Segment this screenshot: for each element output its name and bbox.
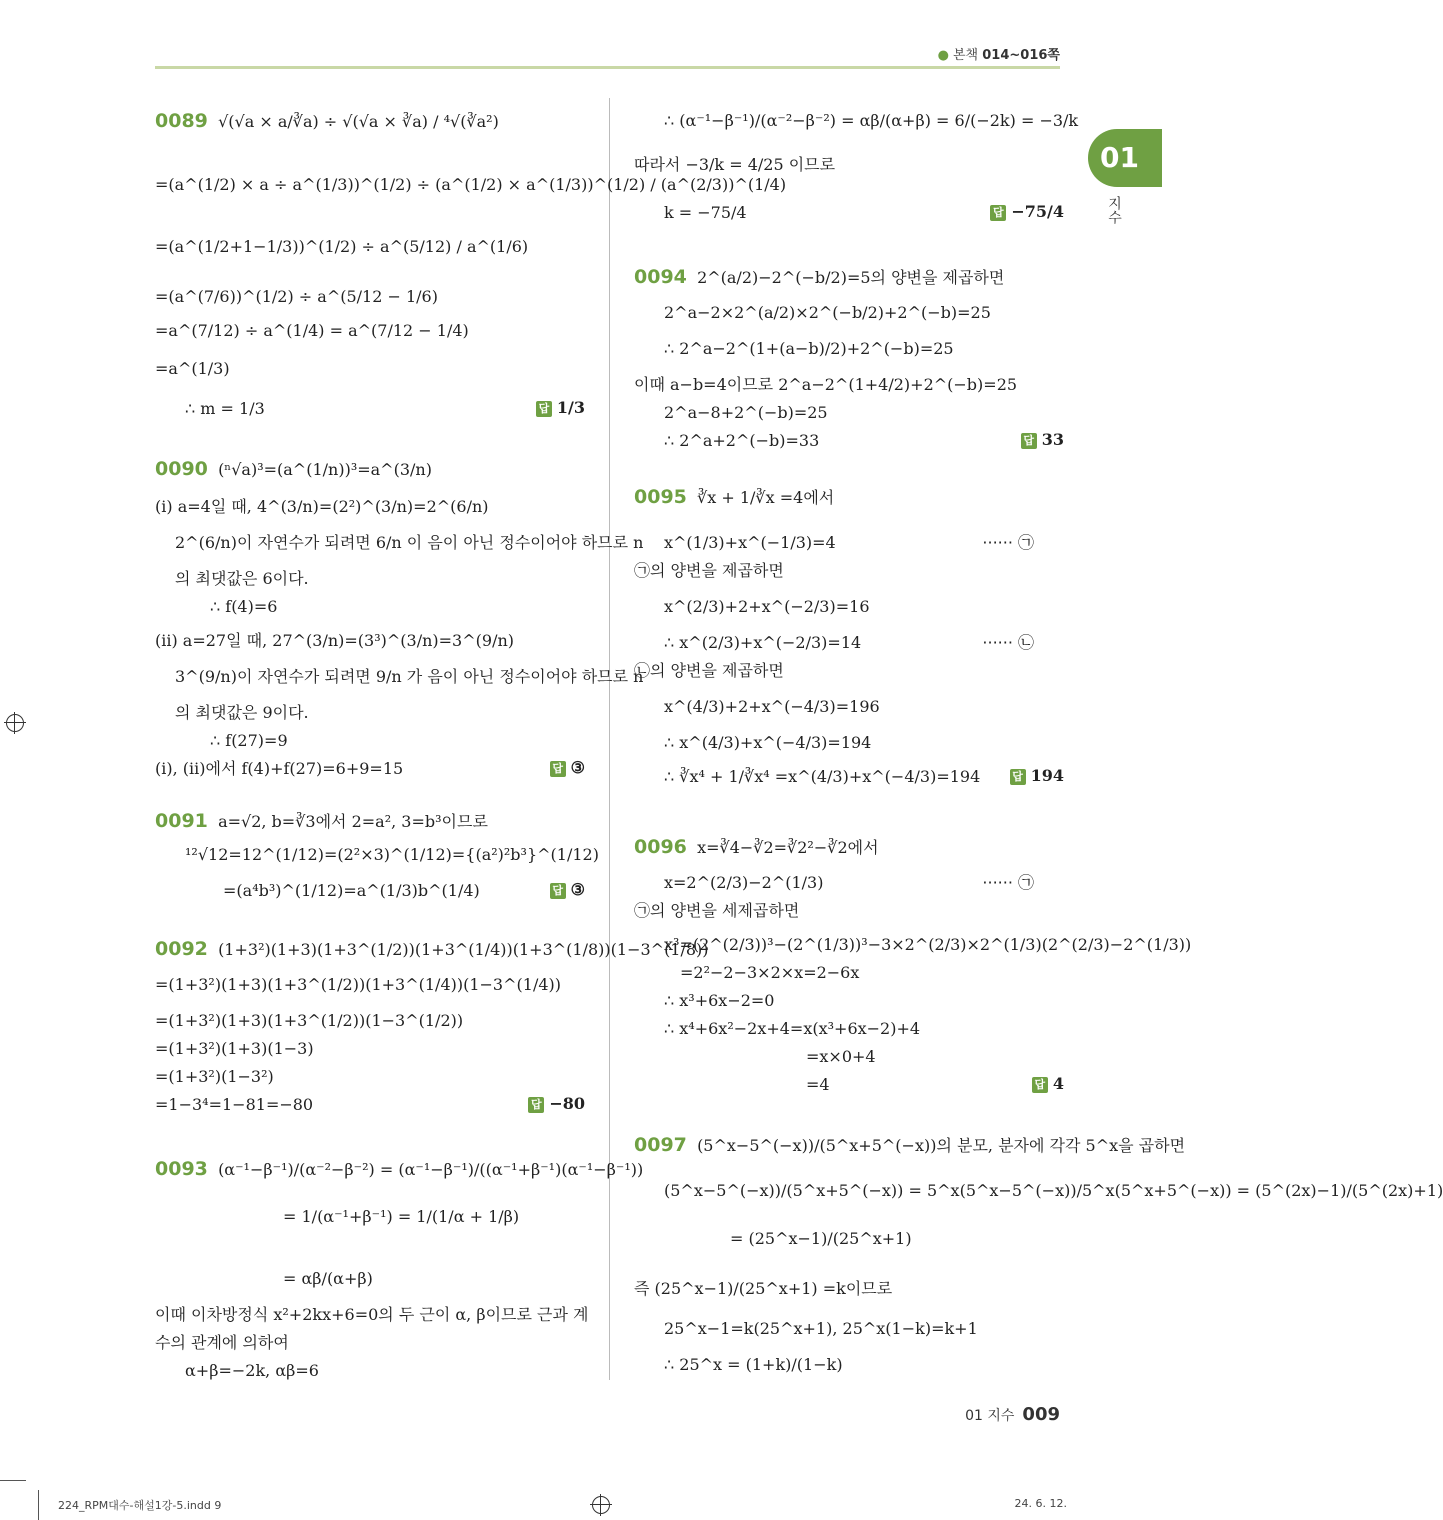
textbook-page-reference: ● 본책 014~016쪽	[937, 48, 1060, 63]
problem-0092-statement: 0092 (1+3²)(1+3)(1+3^(1/2))(1+3^(1/4))(1+3^(1/8))(1−3^(1/8))	[155, 938, 709, 960]
solution-line: ∴ 2^a−2^(1+(a−b)/2)+2^(−b)=25	[664, 339, 954, 358]
solution-line: 따라서 −3/k = 4/25 이므로	[634, 155, 836, 174]
answer-tag: 답	[536, 401, 552, 417]
solution-line: 즉 (25^x−1)/(25^x+1) =k이므로	[634, 1279, 893, 1298]
problem-number: 0091	[155, 810, 208, 832]
solution-line: x^(1/3)+x^(−1/3)=4	[664, 533, 836, 552]
solution-line: 2^(6/n)이 자연수가 되려면 6/n 이 음이 아닌 정수이어야 하므로 n	[175, 533, 644, 552]
solution-conclusion: ∴ m = 1/3	[185, 399, 265, 418]
solution-line: ¹²√12=12^(1/12)=(2²×3)^(1/12)={(a²)²b³}^(1/12)	[185, 845, 599, 864]
solution-conclusion: ∴ 25^x = (1+k)/(1−k)	[664, 1355, 843, 1374]
solution-line: =x×0+4	[806, 1047, 876, 1066]
problem-0089-statement: 0089 √(√a × a/∛a) ÷ √(√a × ∛a) / ⁴√(∛a²)	[155, 110, 499, 132]
solution-line: =(a^(1/2+1−1/3))^(1/2) ÷ a^(5/12) / a^(1/6)	[155, 237, 529, 256]
solution-line: =(1+3²)(1+3)(1+3^(1/2))(1+3^(1/4))(1−3^(1/4))	[155, 975, 561, 994]
answer-0089: 답 1/3	[536, 398, 585, 417]
answer-tag: 답	[1032, 1077, 1048, 1093]
solution-line: = 1/(α⁻¹+β⁻¹) = 1/(1/α + 1/β)	[283, 1207, 520, 1226]
bullet-icon: ●	[937, 48, 949, 63]
solution-line: ㉠의 양변을 세제곱하면	[634, 901, 800, 920]
chapter-tab-label: 지수	[1106, 196, 1122, 224]
solution-conclusion: =1−3⁴=1−81=−80	[155, 1095, 314, 1114]
answer-0092: 답 −80	[528, 1094, 585, 1113]
solution-line: ∴ x³+6x−2=0	[664, 991, 775, 1010]
problem-number: 0096	[634, 836, 687, 858]
solution-conclusion: ∴ ∛x⁴ + 1/∛x⁴ =x^(4/3)+x^(−4/3)=194	[664, 767, 981, 786]
answer-tag: 답	[550, 883, 566, 899]
solution-line: x³=(2^(2/3))³−(2^(1/3))³−3×2^(2/3)×2^(1/3)(2^(2/3)−2^(1/3))	[664, 935, 1192, 954]
equation-marker: ······ ㉠	[982, 533, 1034, 552]
problem-0095-statement: 0095 ∛x + 1/∛x =4에서	[634, 486, 835, 508]
solution-line: =(a^(1/2) × a ÷ a^(1/3))^(1/2) ÷ (a^(1/2) × a^(1/3))^(1/2) / (a^(2/3))^(1/4)	[155, 175, 787, 194]
solution-line: =(1+3²)(1+3)(1−3)	[155, 1039, 314, 1058]
problem-0090-statement: 0090 (ⁿ√a)³=(a^(1/n))³=a^(3/n)	[155, 458, 432, 480]
problem-number: 0095	[634, 486, 687, 508]
equation-marker: ······ ㉠	[982, 873, 1034, 892]
solution-line: =(1+3²)(1−3²)	[155, 1067, 274, 1086]
solution-line: (ii) a=27일 때, 27^(3/n)=(3³)^(3/n)=3^(9/n)	[155, 631, 515, 650]
solution-line: x^(2/3)+2+x^(−2/3)=16	[664, 597, 870, 616]
page-number: 009	[1022, 1404, 1060, 1425]
solution-line: 25^x−1=k(25^x+1), 25^x(1−k)=k+1	[664, 1319, 978, 1338]
column-divider	[609, 98, 610, 1380]
solution-line: (5^x−5^(−x))/(5^x+5^(−x)) = 5^x(5^x−5^(−x))/5^x(5^x+5^(−x)) = (5^(2x)−1)/(5^(2x)+1)	[664, 1181, 1443, 1200]
print-file-name: 224_RPM대수-해설1강-5.indd 9	[58, 1499, 222, 1512]
solution-line: ∴ f(4)=6	[210, 597, 278, 616]
problem-number: 0090	[155, 458, 208, 480]
chapter-tab: 01	[1088, 129, 1162, 187]
solution-line: ∴ (α⁻¹−β⁻¹)/(α⁻²−β⁻²) = αβ/(α+β) = 6/(−2k) = −3/k	[664, 111, 1079, 130]
solution-conclusion: =4	[806, 1075, 830, 1094]
problem-number: 0097	[634, 1134, 687, 1156]
problem-0097-statement: 0097 (5^x−5^(−x))/(5^x+5^(−x))의 분모, 분자에 각각 5^x을 곱하면	[634, 1134, 1186, 1156]
solution-line: 3^(9/n)이 자연수가 되려면 9/n 가 음이 아닌 정수이어야 하므로 n	[175, 667, 644, 686]
solution-line: α+β=−2k, αβ=6	[185, 1361, 319, 1380]
answer-0090: 답 ③	[550, 758, 585, 777]
equation-marker: ······ ㉡	[982, 633, 1034, 652]
solution-line: 이때 이차방정식 x²+2kx+6=0의 두 근이 α, β이므로 근과 계	[155, 1305, 589, 1324]
registration-mark-icon	[6, 714, 24, 732]
solution-line: 2^a−2×2^(a/2)×2^(−b/2)+2^(−b)=25	[664, 303, 991, 322]
solution-line: 의 최댓값은 6이다.	[175, 569, 309, 588]
answer-tag: 답	[990, 205, 1006, 221]
solution-conclusion: (i), (ii)에서 f(4)+f(27)=6+9=15	[155, 759, 404, 778]
answer-0091: 답 ③	[550, 880, 585, 899]
solution-line: =a^(7/12) ÷ a^(1/4) = a^(7/12 − 1/4)	[155, 321, 469, 340]
solution-line: = (25^x−1)/(25^x+1)	[730, 1229, 912, 1248]
answer-0095: 답 194	[1010, 766, 1064, 785]
answer-tag: 답	[528, 1097, 544, 1113]
crop-mark	[38, 1490, 39, 1520]
problem-0096-statement: 0096 x=∛4−∛2=∛2²−∛2에서	[634, 836, 879, 858]
page-footer	[965, 1404, 1060, 1425]
solution-line: x^(4/3)+2+x^(−4/3)=196	[664, 697, 880, 716]
solution-line: (i) a=4일 때, 4^(3/n)=(2²)^(3/n)=2^(6/n)	[155, 497, 489, 516]
solution-line: =2²−2−3×2×x=2−6x	[680, 963, 860, 982]
solution-line: 이때 a−b=4이므로 2^a−2^(1+4/2)+2^(−b)=25	[634, 375, 1018, 394]
registration-mark-icon	[592, 1496, 610, 1514]
answer-0094: 답 33	[1021, 430, 1064, 449]
solution-line: =(1+3²)(1+3)(1+3^(1/2))(1−3^(1/2))	[155, 1011, 464, 1030]
crop-mark	[0, 1480, 26, 1481]
solution-conclusion: k = −75/4	[664, 203, 747, 222]
footer-chapter: 01 지수	[965, 1408, 1015, 1424]
answer-tag: 답	[1010, 769, 1026, 785]
answer-tag: 답	[1021, 433, 1037, 449]
print-date: 24. 6. 12.	[1014, 1497, 1067, 1510]
answer-0093: 답 −75/4	[990, 202, 1064, 221]
solution-line: x=2^(2/3)−2^(1/3)	[664, 873, 824, 892]
problem-number: 0092	[155, 938, 208, 960]
problem-0093-statement: 0093 (α⁻¹−β⁻¹)/(α⁻²−β⁻²) = (α⁻¹−β⁻¹)/((α⁻¹+β⁻¹)(α⁻¹−β⁻¹))	[155, 1158, 644, 1180]
solution-line: 의 최댓값은 9이다.	[175, 703, 309, 722]
problem-number: 0093	[155, 1158, 208, 1180]
answer-0096: 답 4	[1032, 1074, 1064, 1093]
problem-0091-statement: 0091 a=√2, b=∛3에서 2=a², 3=b³이므로	[155, 810, 488, 832]
solution-conclusion: =(a⁴b³)^(1/12)=a^(1/3)b^(1/4)	[223, 881, 480, 900]
solution-line: ∴ x^(4/3)+x^(−4/3)=194	[664, 733, 872, 752]
solution-line: ∴ f(27)=9	[210, 731, 288, 750]
header-rule	[155, 66, 1060, 69]
problem-0094-statement: 0094 2^(a/2)−2^(−b/2)=5의 양변을 제곱하면	[634, 266, 1005, 288]
solution-line: = αβ/(α+β)	[283, 1269, 373, 1288]
problem-number: 0094	[634, 266, 687, 288]
solution-line: ㉡의 양변을 제곱하면	[634, 661, 784, 680]
problem-number: 0089	[155, 110, 208, 132]
solution-line: =(a^(7/6))^(1/2) ÷ a^(5/12 − 1/6)	[155, 287, 438, 306]
solution-line: 2^a−8+2^(−b)=25	[664, 403, 828, 422]
solution-line: ㉠의 양변을 제곱하면	[634, 561, 784, 580]
solution-line: =a^(1/3)	[155, 359, 230, 378]
solution-conclusion: ∴ 2^a+2^(−b)=33	[664, 431, 820, 450]
answer-tag: 답	[550, 761, 566, 777]
solution-line: 수의 관계에 의하여	[155, 1333, 289, 1352]
solution-line: ∴ x⁴+6x²−2x+4=x(x³+6x−2)+4	[664, 1019, 921, 1038]
solution-line: ∴ x^(2/3)+x^(−2/3)=14	[664, 633, 862, 652]
